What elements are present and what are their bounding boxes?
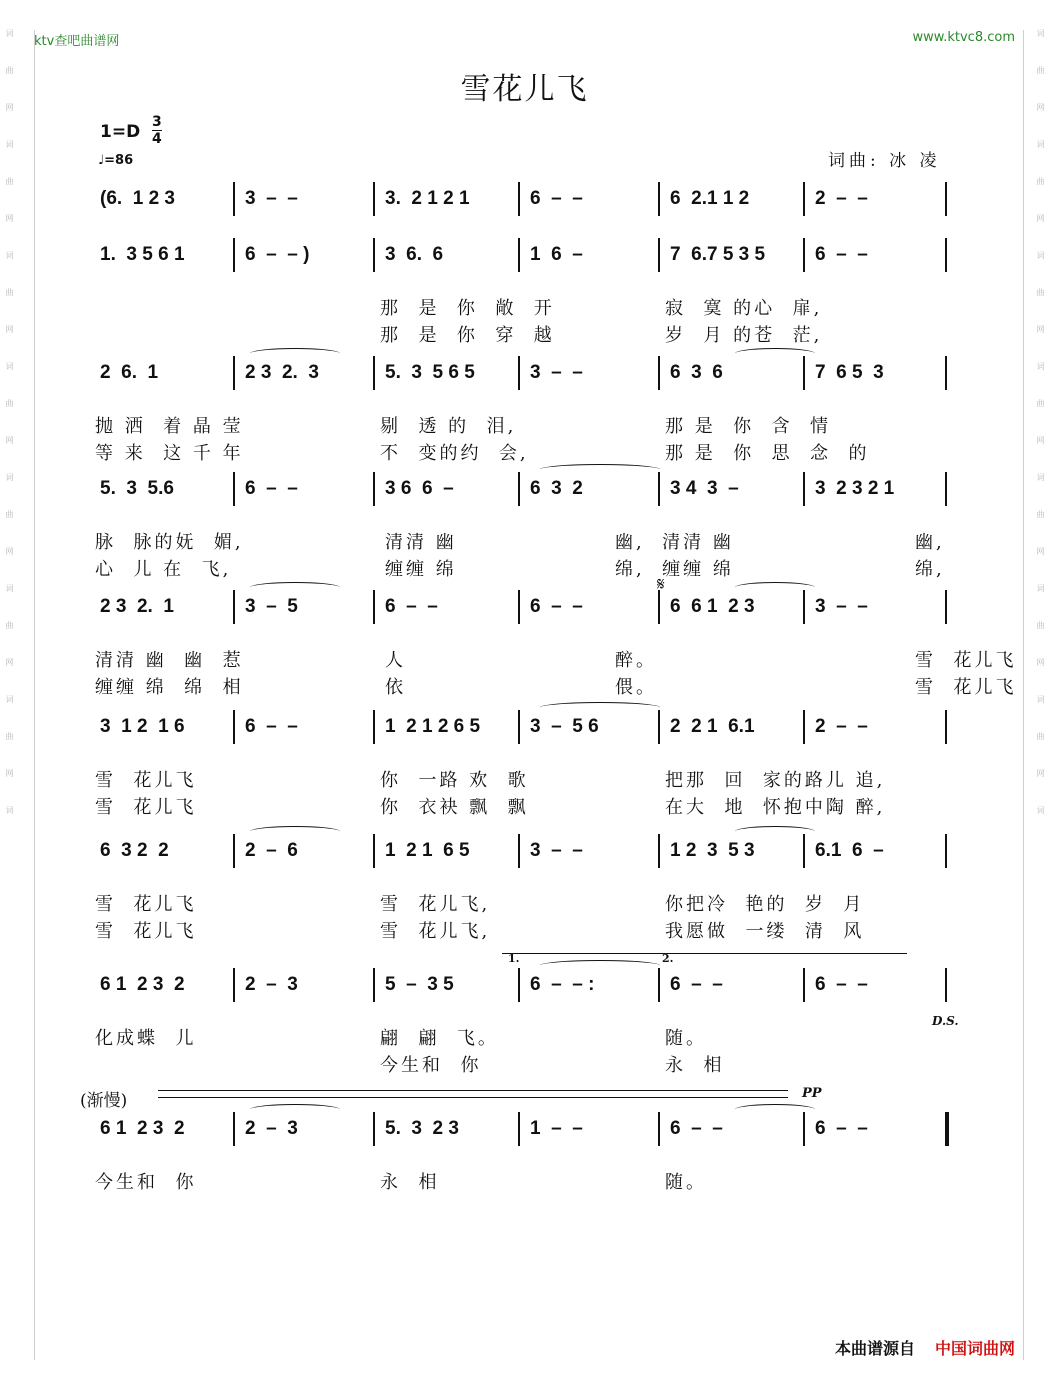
side-watermark: 词 [5,806,14,814]
lyric-line [95,528,955,552]
barline [233,238,235,272]
lyric-phrase: 雪 花儿飞 [95,921,197,942]
side-watermark: 曲 [5,621,14,629]
lyric-phrase: 雪 花儿飞, [380,921,491,942]
lyric-phrase: 雪 花儿飞 [915,677,1017,698]
barline [518,1112,520,1146]
lyric-line [95,673,1017,698]
barline [658,472,660,506]
measure: 2 6. 1 [100,362,159,383]
lyric-line [95,766,955,790]
measure: 2 – – [815,188,868,209]
barline [373,710,375,744]
measure: 6 – – [245,478,298,499]
dynamic-pp: PP [802,1086,822,1101]
slur [540,960,660,971]
side-watermark: 词 [1036,29,1045,37]
barline [945,182,947,216]
lyric-line [95,917,955,941]
time-signature-top: 3 [152,114,162,130]
lyric-phrase: 依 [385,677,406,698]
side-watermark: 词 [5,473,14,481]
side-watermark: 网 [5,658,14,666]
lyric-phrase: 缠缠 绵 [385,559,457,580]
header-site-name[interactable]: ktv查吧曲谱网 [34,34,120,49]
measure: 2 3 2. 3 [245,362,319,383]
barline [945,590,947,624]
lyric-line [95,321,955,345]
lyric-phrase: 人 [385,650,406,671]
side-watermark: 词 [1036,362,1045,370]
barline [945,834,947,868]
lyric-line [95,1024,955,1048]
barline [518,590,520,624]
side-watermark: 词 [5,29,14,37]
slur [250,826,340,837]
measure: 7 6.7 5 3 5 [670,244,766,265]
lyric-phrase: 今生和 你 [95,1172,197,1193]
measure: 6 – – [670,1118,723,1139]
barline [945,472,947,506]
side-watermark: 曲 [1036,288,1045,296]
lyric-line [95,412,955,436]
music-line [95,244,955,284]
lyric-line [95,294,955,318]
measure: 6 – – [815,244,868,265]
lyric-phrase: 偎。 [615,677,657,698]
measure: 5. 3 2 3 [385,1118,459,1139]
side-watermark: 网 [5,769,14,777]
barline [658,968,660,1002]
barline [658,182,660,216]
side-watermark: 曲 [5,510,14,518]
lyric-phrase: 今生和 你 [380,1055,482,1076]
barline [373,356,375,390]
barline [518,834,520,868]
side-watermark: 网 [1036,214,1045,222]
music-line [95,188,955,228]
lyric-phrase: 雪 花儿飞 [95,770,197,791]
side-watermark: 词 [1036,473,1045,481]
slur [250,1104,340,1115]
measure: 6 – – [245,716,298,737]
side-watermark: 曲 [5,732,14,740]
dal-segno-mark: D.S. [932,1014,959,1028]
barline [658,238,660,272]
side-watermark: 曲 [5,399,14,407]
side-watermark: 曲 [1036,66,1045,74]
music-line [95,840,955,880]
measure: 3 2 3 2 1 [815,478,895,499]
ritardando-line-top [158,1090,788,1091]
measure: 3 6 6 – [385,478,454,499]
slur [735,826,815,837]
second-ending-mark: 2. [662,952,674,965]
measure: 1 2 3 5 3 [670,840,755,861]
measure: 2 – 3 [245,974,298,995]
music-line [95,478,955,518]
lyric-phrase: 醉。 [615,650,657,671]
measure: 6 6 1 2 3 [670,596,755,617]
barline [803,968,805,1002]
segno-sign: 𝄋 [657,574,665,595]
measure: 6 – – ) [245,244,310,265]
slur [250,348,340,359]
barline [658,834,660,868]
side-watermark: 网 [1036,436,1045,444]
side-watermark: 网 [1036,769,1045,777]
barline [373,968,375,1002]
barline [373,472,375,506]
slur [540,464,660,475]
music-line [95,716,955,756]
lyric-phrase: 你把冷 艳的 岁 月 [665,894,865,915]
side-watermark: 词 [1036,695,1045,703]
lyric-phrase: 绵, 缠缠 绵 [615,559,734,580]
side-watermark: 网 [5,436,14,444]
side-watermark: 曲 [1036,177,1045,185]
first-ending-mark: 1. [508,952,520,965]
barline [233,834,235,868]
side-watermark: 词 [5,584,14,592]
side-watermark: 网 [1036,103,1045,111]
measure: 6 – – [385,596,438,617]
lyric-phrase: 雪 花儿飞 [95,797,197,818]
lyric-line [95,439,955,463]
side-watermark: 曲 [1036,399,1045,407]
measure: 1 6 – [530,244,583,265]
lyric-line [95,793,955,817]
barline [233,1112,235,1146]
lyric-phrase: 剔 透 的 泪, [380,416,517,437]
left-watermark-strip [2,0,16,1385]
lyric-phrase: 雪 花儿飞 [95,894,197,915]
side-watermark: 网 [5,325,14,333]
music-line [95,596,955,636]
barline [945,710,947,744]
measure: 5. 3 5 6 5 [385,362,475,383]
barline [803,590,805,624]
barline [945,968,947,1002]
lyric-phrase: 清清 幽 [385,532,457,553]
side-watermark: 网 [1036,658,1045,666]
measure: 6 3 2 [530,478,583,499]
measure: 6 – – [530,596,583,617]
slur [250,582,340,593]
side-watermark: 曲 [1036,621,1045,629]
measure: 3. 2 1 2 1 [385,188,470,209]
lyric-phrase: 你 衣袂 飘 飘 [380,797,529,818]
measure: 2 2 1 6.1 [670,716,755,737]
slur [735,582,815,593]
measure: 6 1 2 3 2 [100,1118,185,1139]
lyric-phrase: 岁 月 的苍 茫, [665,325,823,346]
measure: 6 – – [815,1118,868,1139]
barline [945,238,947,272]
barline [945,1112,949,1146]
song-title: 雪花儿飞 [460,72,589,107]
barline [658,1112,660,1146]
measure: 6.1 6 – [815,840,884,861]
measure: 1 – – [530,1118,583,1139]
barline [518,472,520,506]
key-signature: 1=D [100,122,141,142]
measure: 3 – 5 [245,596,298,617]
time-signature-bottom: 4 [152,131,162,147]
lyric-line [95,1168,955,1192]
side-watermark: 词 [5,140,14,148]
side-watermark: 曲 [5,66,14,74]
lyric-line [95,890,955,914]
lyric-phrase: 心 儿 在 飞, [95,559,232,580]
volta-bracket [502,953,907,954]
barline [518,968,520,1002]
slur [735,348,815,359]
barline [373,238,375,272]
side-watermark: 词 [5,251,14,259]
measure: 2 3 2. 1 [100,596,174,617]
measure: 3 – – [815,596,868,617]
measure: 2 – 3 [245,1118,298,1139]
lyric-phrase: 我愿做 一缕 清 风 [665,921,865,942]
side-watermark: 网 [1036,325,1045,333]
measure: 6 2.1 1 2 [670,188,750,209]
side-watermark: 词 [1036,140,1045,148]
measure: 2 – 6 [245,840,298,861]
music-line [95,974,955,1014]
ritardando-mark: (渐慢) [80,1091,128,1111]
barline [373,1112,375,1146]
measure: 3 1 2 1 6 [100,716,185,737]
lyric-phrase: 你 一路 欢 歌 [380,770,529,791]
right-watermark-strip [1033,0,1047,1385]
measure: 6 – – [670,974,723,995]
music-line [95,1118,955,1158]
lyric-phrase: 缠缠 绵 绵 相 [95,677,244,698]
barline [373,834,375,868]
lyric-phrase: 等 来 这 千 年 [95,443,244,464]
lyric-phrase: 在大 地 怀抱中陶 醉, [665,797,886,818]
measure: 6 – – [815,974,868,995]
measure: 3 – – [245,188,298,209]
measure: 6 3 6 [670,362,723,383]
side-watermark: 曲 [1036,510,1045,518]
side-watermark: 网 [5,214,14,222]
measure: 3 4 3 – [670,478,739,499]
side-watermark: 词 [5,362,14,370]
lyric-line [95,646,1017,671]
side-watermark: 词 [1036,251,1045,259]
barline [518,356,520,390]
measure: 6 3 2 2 [100,840,169,861]
footer-source-label: 本曲谱源自 [834,1339,915,1358]
barline [518,238,520,272]
barline [658,356,660,390]
composer-credit: 词曲: 冰 凌 [828,151,941,171]
barline [803,1112,805,1146]
barline [233,472,235,506]
lyric-phrase: 清清 幽 幽 惹 [95,650,244,671]
barline [233,182,235,216]
measure: 5. 3 5.6 [100,478,174,499]
lyric-phrase: 脉 脉的妩 媚, [95,532,244,553]
measure: 1 2 1 6 5 [385,840,470,861]
side-watermark: 词 [1036,584,1045,592]
measure: 5 – 3 5 [385,974,454,995]
side-watermark: 曲 [1036,732,1045,740]
measure: (6. 1 2 3 [100,188,175,209]
measure: 1 2 1 2 6 5 [385,716,481,737]
side-watermark: 网 [5,547,14,555]
side-watermark: 词 [1036,806,1045,814]
measure: 6 – – [530,188,583,209]
lyric-phrase: 绵, [915,559,945,580]
footer-source [835,1336,1015,1359]
side-watermark: 网 [1036,547,1045,555]
barline [233,356,235,390]
measure: 3 – 5 6 [530,716,599,737]
barline [518,182,520,216]
measure: 6 1 2 3 2 [100,974,185,995]
barline [233,968,235,1002]
lyric-phrase: 幽, [915,532,945,553]
lyric-phrase: 寂 寞 的心 扉, [665,298,823,319]
barline [945,356,947,390]
barline [658,710,660,744]
measure: 3 – – [530,840,583,861]
lyric-phrase: 随。 [665,1028,707,1049]
lyric-phrase: 那 是 你 穿 越 [380,325,555,346]
lyric-phrase: 雪 花儿飞, [380,894,491,915]
lyric-phrase: 抛 洒 着 晶 莹 [95,416,244,437]
slur [735,1104,815,1115]
barline [233,590,235,624]
barline [373,590,375,624]
barline [803,472,805,506]
lyric-phrase: 永 相 [380,1172,440,1193]
lyric-phrase: 那 是 你 思 念 的 [665,443,870,464]
lyric-phrase: 雪 花儿飞 [915,650,1017,671]
footer-brand-link[interactable]: 中国词曲网 [934,1339,1015,1358]
side-watermark: 曲 [5,288,14,296]
lyric-line [95,555,955,579]
barline [518,710,520,744]
lyric-line [95,1051,955,1075]
lyric-phrase: 把那 回 家的路儿 追, [665,770,886,791]
slur [540,702,660,713]
lyric-phrase: 不 变的约 会, [380,443,529,464]
barline [373,182,375,216]
side-watermark: 网 [5,103,14,111]
lyric-phrase: 永 相 [665,1055,725,1076]
barline [803,710,805,744]
barline [803,834,805,868]
header-site-url[interactable]: www.ktvc8.com [912,30,1015,45]
measure: 7 6 5 3 [815,362,884,383]
barline [803,238,805,272]
barline [803,182,805,216]
lyric-phrase: 翩 翩 飞。 [380,1028,499,1049]
lyric-phrase: 幽, 清清 幽 [615,532,734,553]
measure: 2 – – [815,716,868,737]
tempo-mark: ♩=86 [98,153,134,168]
music-line [95,362,955,402]
side-watermark: 曲 [5,177,14,185]
barline [658,590,660,624]
measure: 3 6. 6 [385,244,444,265]
barline [803,356,805,390]
measure: 6 – – : [530,974,595,995]
barline [233,710,235,744]
ritardando-line-bottom [158,1097,788,1098]
lyric-phrase: 随。 [665,1172,707,1193]
lyric-phrase: 那 是 你 含 情 [665,416,832,437]
measure: 1. 3 5 6 1 [100,244,185,265]
time-signature [152,114,162,147]
side-watermark: 词 [5,695,14,703]
lyric-phrase: 化成蝶 儿 [95,1028,197,1049]
measure: 3 – – [530,362,583,383]
lyric-phrase: 那 是 你 敞 开 [380,298,555,319]
